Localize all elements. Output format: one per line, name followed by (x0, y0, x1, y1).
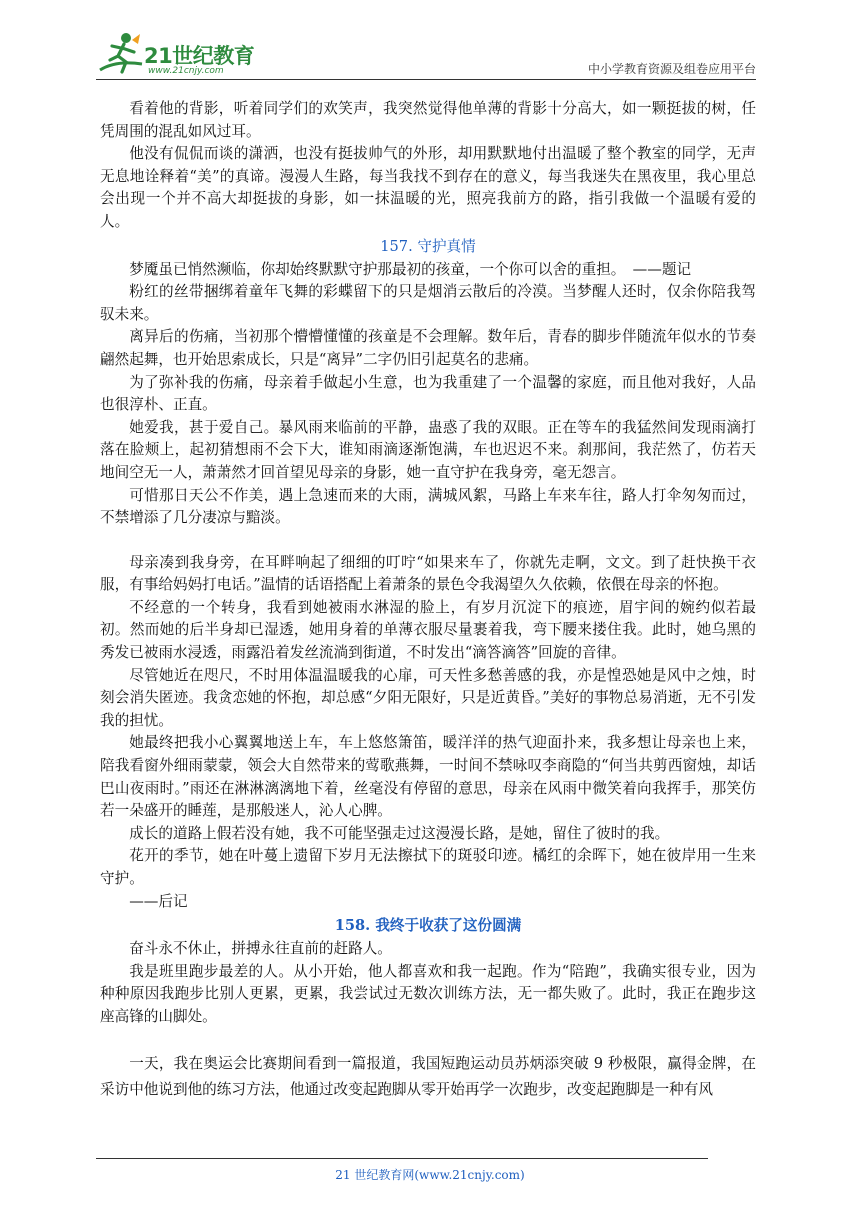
paragraph: 她爱我，甚于爱自己。暴风雨来临前的平静，蛊惑了我的双眼。正在等车的我猛然间发现雨滴打落在脸颊上，起初猜想雨不会下大，谁知雨滴逐渐饱满，车也迟迟不来。刹那间，我茫然了，仿若天地间空无一人，萧萧然才回首望见母亲的身影，她一直守护在我身旁，毫无怨言。 (100, 418, 756, 481)
document-body (100, 98, 756, 1103)
paragraph: 可惜那日天公不作美，遇上急速而来的大雨，满城风絮，马路上车来车往，路人打伞匆匆而过，不禁增添了几分凄凉与黯淡。 (100, 486, 756, 527)
paragraph: 我是班里跑步最差的人。从小开始，他人都喜欢和我一起跑。作为“陪跑”，我确实很专业，因为种种原因我跑步比别人更累，更累，我尝试过无数次训练方法，无一都失败了。此时，我正在跑步这座高锋的山脚处。 (100, 962, 756, 1025)
paragraph: 为了弥补我的伤痛，母亲着手做起小生意，也为我重建了一个温馨的家庭，而且他对我好，人品也很淳朴、正直。 (100, 373, 756, 414)
logo-brand: 21世纪教育 (144, 44, 255, 68)
header-divider (96, 79, 756, 80)
paragraph-afterword: ——后记 (129, 892, 188, 910)
paragraph: 花开的季节，她在叶蔓上遗留下岁月无法擦拭下的斑驳印迹。橘红的余晖下，她在彼岸用一生来守护。 (100, 847, 756, 887)
footer-divider (96, 1158, 708, 1159)
paragraph: 奋斗永不休止，拼搏永往直前的赶路人。 (129, 940, 392, 958)
paragraph: 不经意的一个转身，我看到她被雨水淋湿的脸上，有岁月沉淀下的痕迹，眉宇间的婉约似若最初。然而她的后半身却已湿透，她用身着的单薄衣服尽量裹着我，弯下腰来搂住我。此时，她乌黑的秀发已被雨水浸透，雨露沿着发丝流淌到街道，不时发出“滴答滴答”回旋的音律。 (100, 598, 756, 662)
paragraph: 梦魇虽已悄然濒临，你却始终默默守护那最初的孩童，一个你可以舍的重担。 ——题记 (129, 260, 692, 278)
page-footer: 21 世纪教育网(www.21cnjy.com) (335, 1168, 525, 1182)
logo-url: www.21cnjy.com (148, 66, 224, 76)
paragraph: 一天，我在奥运会比赛期间看到一篇报道，我国短跑运动员苏炳添突破 9 秒极限，赢得金牌，在采访中他说到他的练习方法，他通过改变起跑脚从零开始再学一次跑步，改变起跑脚是一种有风 (100, 1054, 756, 1098)
essay-title-157: 157. 守护真情 (380, 237, 476, 255)
blank-line (100, 1029, 756, 1051)
site-logo (96, 26, 266, 80)
paragraph: 尽管她近在咫尺，不时用体温温暖我的心扉，可天性多愁善感的我，亦是惶恐她是风中之烛，时刻会消失匿迹。我贪恋她的怀抱，却总感“夕阳无限好，只是近黄昏。”美好的事物总易消逝，无不引发我的担忧。 (100, 666, 756, 729)
blank-line (100, 530, 756, 552)
paragraph: 成长的道路上假若没有她，我不可能坚强走过这漫漫长路，是她，留住了彼时的我。 (129, 824, 670, 842)
runner-logo-icon (96, 30, 150, 78)
paragraph: 粉红的丝带捆绑着童年飞舞的彩蝶留下的只是烟消云散后的冷漠。当梦醒人还时，仅余你陪我驾驭未来。 (100, 283, 756, 323)
paragraph: 他没有侃侃而谈的潇洒，也没有挺拔帅气的外形，却用默默地付出温暖了整个教室的同学，无声无息地诠释着“美”的真谛。漫漫人生路，每当我找不到存在的意义，每当我迷失在黑夜里，我心里总会出现一个并不高大却挺拔的身影，如一抹温暖的光，照亮我前方的路，指引我做一个温暖有爱的人。 (100, 145, 756, 230)
essay-title-158: 158. 我终于收获了这份圆满 (334, 917, 522, 935)
paragraph: 离异后的伤痛，当初那个懵懵懂懂的孩童是不会理解。数年后，青春的脚步伴随流年似水的节奏翩然起舞，也开始思索成长，只是“离异”二字仍旧引起莫名的悲痛。 (100, 328, 756, 368)
platform-tagline: 中小学教育资源及组卷应用平台 (587, 62, 756, 76)
paragraph: 她最终把我小心翼翼地送上车，车上悠悠箫笛，暖洋洋的热气迎面扑来，我多想让母亲也上来，陪我看窗外细雨蒙蒙，领会大自然带来的莺歌燕舞，一时间不禁咏叹李商隐的“何当共剪西窗烛，却话巴山夜雨时。”雨还在淋淋漓漓地下着，丝毫没有停留的意思，母亲在风雨中微笑着向我挥手，那笑仿若一朵盛开的睡莲，是那般迷人，沁人心脾。 (100, 734, 756, 820)
page-header (96, 26, 756, 80)
paragraph: 母亲凑到我身旁，在耳畔响起了细细的叮咛“如果来车了，你就先走啊，文文。到了赶快换干衣服，有事给妈妈打电话。”温情的话语搭配上着萧条的景色令我渴望久久依赖，依偎在母亲的怀抱。 (100, 553, 756, 594)
paragraph: 看着他的背影，听着同学们的欢笑声，我突然觉得他单薄的背影十分高大，如一颗挺拔的树，任凭周围的混乱如风过耳。 (100, 100, 756, 140)
